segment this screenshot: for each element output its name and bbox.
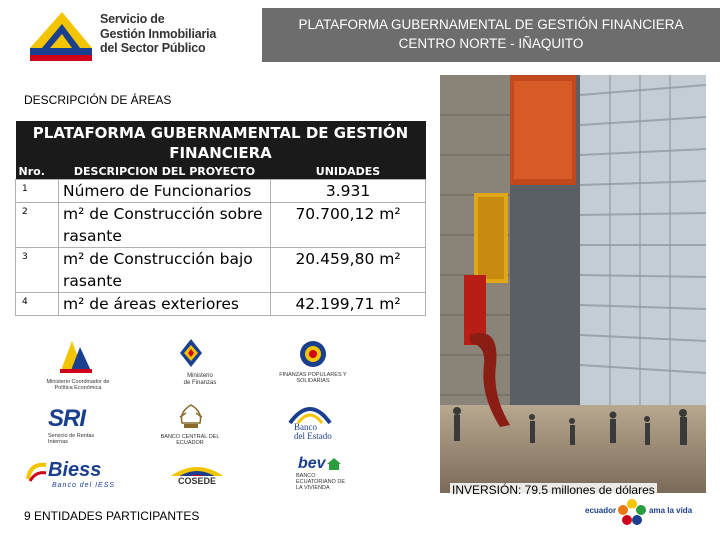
- row-description: m² de Construcción sobre rasante: [59, 203, 271, 248]
- title-line-1: PLATAFORMA GUBERNAMENTAL DE GESTIÓN FINANCIERA: [298, 17, 684, 32]
- biess-caption: Banco del IESS: [52, 482, 116, 489]
- entities-count-label: 9 ENTIDADES PARTICIPANTES: [24, 509, 200, 523]
- row-number: 4: [16, 293, 59, 316]
- row-description: Número de Funcionarios: [59, 180, 271, 203]
- sgi-logo: [28, 6, 238, 64]
- row-description: m² de Construcción bajo rasante: [59, 248, 271, 293]
- entity-logos: [20, 335, 440, 500]
- row-value: 70.700,12 m²: [271, 203, 426, 248]
- biess-icon: [26, 461, 48, 483]
- logo-line-3: del Sector Público: [100, 41, 206, 55]
- sri-caption: Servicio de Rentas Internas: [48, 433, 95, 445]
- banco-estado-caption-2: del Estado: [294, 431, 332, 441]
- row-number: 2: [16, 203, 59, 248]
- table-row: [16, 293, 426, 316]
- building-photo: [440, 75, 706, 493]
- col-desc-header: DESCRIPCION DEL PROYECTO: [59, 163, 271, 180]
- bce-logo: [150, 403, 230, 445]
- table-row: [16, 203, 426, 248]
- col-nro-header: Nro.: [16, 163, 59, 180]
- col-units-header: UNIDADES: [271, 163, 426, 180]
- table-row: [16, 180, 426, 203]
- title-line-2: CENTRO NORTE - IÑAQUITO: [398, 36, 584, 51]
- banco-estado-logo: [288, 401, 338, 445]
- bce-caption: BANCO CENTRAL DEL ECUADOR: [160, 434, 220, 446]
- sri-logo: [48, 405, 108, 445]
- table-title: PLATAFORMA GUBERNAMENTAL DE GESTIÓN FINANCIERA: [16, 121, 426, 163]
- ecuador-ama-la-vida-logo: [585, 498, 697, 526]
- bce-icon: [176, 403, 206, 431]
- sgi-logo-text: [100, 12, 216, 56]
- sgi-logo-icon: [28, 8, 94, 62]
- row-value: 3.931: [271, 180, 426, 203]
- bev-text: bev: [298, 455, 326, 472]
- mcpe-logo: [38, 339, 118, 394]
- row-value: 42.199,71 m²: [271, 293, 426, 316]
- minfin-caption-1: Ministerio: [187, 373, 213, 379]
- areas-table: [15, 121, 426, 329]
- biess-text: Biess: [48, 459, 102, 481]
- logo-line-1: Servicio de: [100, 12, 165, 26]
- row-value: 20.459,80 m²: [271, 248, 426, 293]
- building-illustration: [440, 75, 706, 493]
- ecuador-flower-icon: [617, 498, 647, 526]
- minfin-logo: [170, 337, 250, 392]
- banco-estado-caption-1: Banco: [294, 422, 317, 432]
- section-label: DESCRIPCIÓN DE ÁREAS: [24, 93, 172, 107]
- inversion-text: INVERSIÓN: 79.5 millones de dólares: [452, 483, 655, 497]
- bev-logo: [296, 455, 356, 499]
- row-number: 3: [16, 248, 59, 293]
- bps-icon: [298, 339, 328, 369]
- cosede-text: COSEDE: [160, 476, 234, 486]
- row-description: m² de áreas exteriores: [59, 293, 271, 316]
- mcpe-icon: [56, 339, 96, 375]
- biess-logo: [26, 457, 126, 493]
- table-row: [16, 248, 426, 293]
- row-number: 1: [16, 180, 59, 203]
- logo-line-2: Gestión Inmobiliaria: [100, 26, 217, 41]
- minfin-caption-2: de Finanzas: [183, 380, 217, 386]
- minfin-icon: [178, 337, 204, 369]
- ecuador-logo-left: ecuador: [585, 506, 617, 515]
- mcpe-caption: Ministerio Coordinador de Política Económica: [46, 379, 110, 391]
- bps-logo: [278, 339, 348, 389]
- ecuador-logo-right: ama la vida: [649, 506, 693, 515]
- house-icon: [326, 457, 342, 471]
- bev-caption: BANCO ECUATORIANO DE LA VIVIENDA: [296, 473, 345, 491]
- title-banner: [262, 8, 720, 62]
- cosede-logo: [160, 459, 240, 495]
- bps-caption: FINANZAS POPULARES Y SOLIDARIAS: [279, 372, 347, 384]
- sri-text: SRI: [48, 405, 86, 432]
